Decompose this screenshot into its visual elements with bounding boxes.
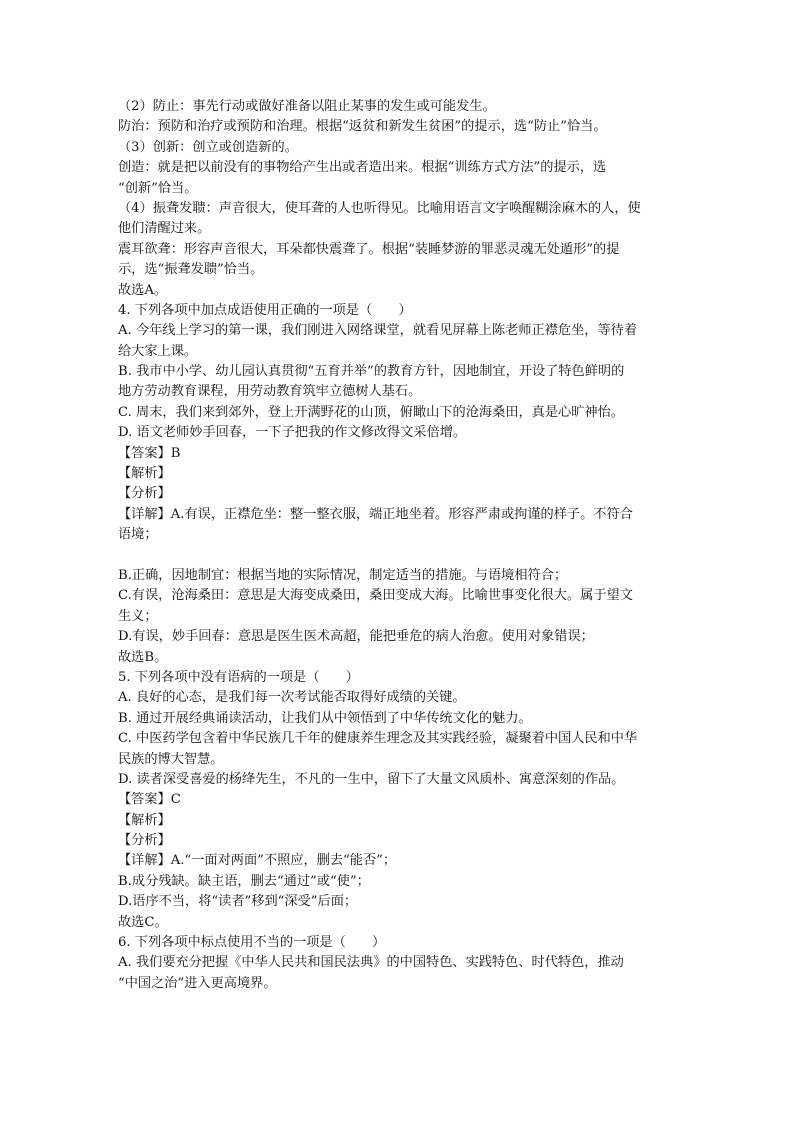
question-5-stem: 5. 下列各项中没有语病的一项是（ ） — [118, 669, 359, 685]
text-line: “创新”恰当。 — [118, 180, 198, 196]
analysis-label: 【解析】 — [118, 466, 171, 482]
text-line: 防治：预防和治疗或预防和治理。根据“返贫和新发生贫困”的提示，选“防止”恰当。 — [118, 119, 607, 135]
text-line: 震耳欲聋：形容声音很大，耳朵都快震聋了。根据“装睡梦游的罪恶灵魂无处遁形”的提 — [118, 241, 620, 257]
text-line: 示，选“振聋发聩”恰当。 — [118, 262, 264, 278]
breakdown-label: 【分析】 — [118, 833, 171, 849]
text-line: D.语序不当，将“读者”移到“深受”后面； — [118, 894, 358, 910]
question-5-option-d: D. 读者深受喜爱的杨绛先生，不凡的一生中，留下了大量文风质朴、寓意深刻的作品。 — [118, 771, 625, 787]
text-line: D.有误，妙手回春：意思是医生医术高超，能把垂危的病人治愈。使用对象错误； — [118, 629, 594, 645]
detail-label: 【详解】A.有误，正襟危坐：整一整衣服，端正地坐着。形容严肃或拘谨的样子。不符合 — [118, 506, 633, 522]
question-6-option-a: A. 我们要充分把握《中华人民共和国民法典》的中国特色、实践特色、时代特色，推动 — [118, 955, 624, 971]
text-line: 故选C。 — [118, 914, 168, 930]
breakdown-label: 【分析】 — [118, 486, 171, 502]
text-line: （4）振聋发聩：声音很大，使耳聋的人也听得见。比喻用语言文字唤醒糊涂麻木的人，使 — [118, 200, 641, 216]
blank-line — [118, 546, 678, 566]
question-4-option-d: D. 语文老师妙手回春，一下子把我的作文修改得文采倍增。 — [118, 425, 467, 441]
question-4-option-a: A. 今年线上学习的第一课，我们刚进入网络课堂，就看见屏幕上陈老师正襟危坐，等待着 — [118, 323, 638, 339]
text-line: 语境； — [118, 527, 158, 543]
question-4-option-b: B. 我市中小学、幼儿园认真贯彻“五育并举”的教育方针，因地制宜，开设了特色鲜明的 — [118, 364, 625, 380]
text-line: 民族的博大智慧。 — [118, 751, 224, 767]
text-line: （3）创新：创立或创造新的。 — [118, 139, 298, 155]
text-line: 故选B。 — [118, 649, 168, 665]
text-line: B.成分残缺。缺主语，删去“通过”或“使”； — [118, 873, 370, 889]
text-line: 故选A。 — [118, 282, 168, 298]
text-line: B.正确，因地制宜：根据当地的实际情况，制定适当的措施。与语境相符合； — [118, 567, 568, 583]
question-5-option-c: C. 中医药学包含着中华民族几千年的健康养生理念及其实践经验，凝聚着中国人民和中华 — [118, 731, 638, 747]
text-line: “中国之治”进入更高境界。 — [118, 975, 277, 991]
question-5-option-a: A. 良好的心态，是我们每一次考试能否取得好成绩的关键。 — [118, 690, 466, 706]
text-line: 生义； — [118, 608, 158, 624]
text-line: 创造：就是把以前没有的事物给产生出或者造出来。根据“训练方式方法”的提示，选 — [118, 160, 607, 176]
text-line: C.有误，沧海桑田：意思是大海变成桑田，桑田变成大海。比喻世事变化很大。属于望文 — [118, 588, 633, 604]
question-5-option-b: B. 通过开展经典诵读活动，让我们从中领悟到了中华传统文化的魅力。 — [118, 710, 532, 726]
answer-label: 【答案】C — [118, 792, 181, 808]
text-line: 给大家上课。 — [118, 343, 198, 359]
question-4-option-c: C. 周末，我们来到郊外，登上开满野花的山顶，俯瞰山下的沧海桑田，真是心旷神怡。 — [118, 404, 624, 420]
answer-label: 【答案】B — [118, 445, 181, 461]
question-4-stem: 4. 下列各项中加点成语使用正确的一项是（ ） — [118, 302, 412, 318]
analysis-label: 【解析】 — [118, 812, 171, 828]
question-6-stem: 6. 下列各项中标点使用不当的一项是（ ） — [118, 935, 386, 951]
document-body — [118, 97, 678, 994]
text-line: 他们清醒过来。 — [118, 221, 211, 237]
text-line: （2）防止：事先行动或做好准备以阻止某事的发生或可能发生。 — [118, 99, 496, 114]
detail-label: 【详解】A.“一面对两面”不照应，删去“能否”； — [118, 853, 397, 869]
text-line: 地方劳动教育课程，用劳动教育筑牢立德树人基石。 — [118, 384, 422, 400]
